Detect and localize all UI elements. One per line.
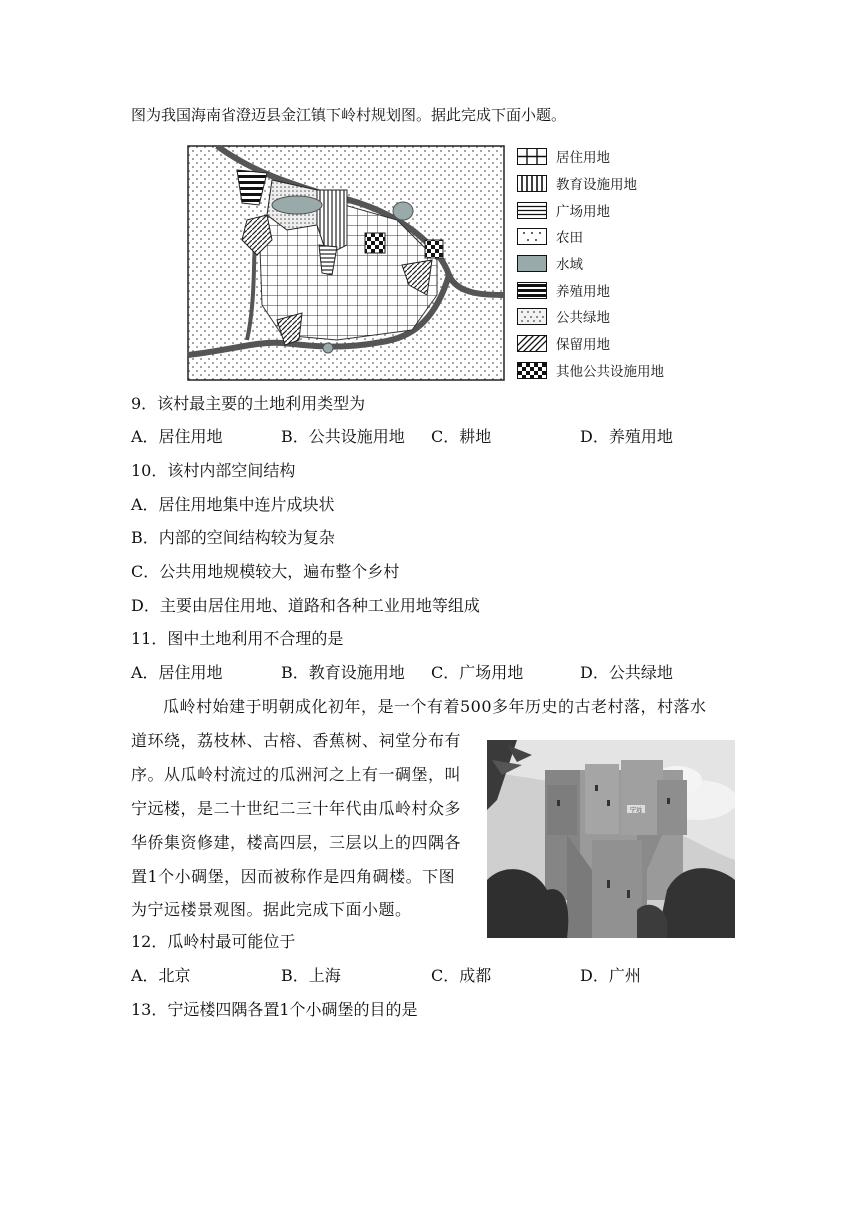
thick-stripes-pattern-icon [517,282,547,299]
legend-item [517,253,583,273]
question-10-stem: 10．该村内部空间结构 [131,461,296,480]
q11-option-a: A．居住用地 [131,663,223,682]
legend-label: 公共绿地 [556,310,610,326]
q10-option-a: A．居住用地集中连片成块状 [131,495,335,514]
passage-line: 为宁远楼景观图。据此完成下面小题。 [131,900,412,919]
q12-option-b: B．上海 [281,966,341,985]
checker-pattern-icon [517,362,547,379]
horizontal-lines-pattern-icon [517,202,547,219]
q9-option-c: C．耕地 [431,427,492,446]
legend-item [517,360,664,380]
q9-option-b: B．公共设施用地 [281,427,405,446]
ningyuan-tower-photo [487,740,735,938]
village-planning-map [187,145,505,381]
q12-option-a: A．北京 [131,966,191,985]
legend-label: 养殖用地 [556,284,610,300]
q11-option-c: C．广场用地 [431,663,524,682]
q10-option-d: D．主要由居住用地、道路和各种工业用地等组成 [131,596,480,615]
legend-label: 教育设施用地 [556,177,637,193]
tower-sign: 宁远 [629,807,643,814]
legend-item [517,173,637,193]
legend-item [517,306,610,326]
legend-label: 保留用地 [556,337,610,353]
legend-label: 广场用地 [556,204,610,220]
legend-label: 水域 [556,257,583,273]
passage-line: 华侨集资修建，楼高四层，三层以上的四隅各 [131,833,462,852]
passage-line: 道环绕，荔枝林、古榕、香蕉树、祠堂分布有 [131,731,462,750]
solid-gray-fill-icon [517,255,547,272]
q11-option-b: B．教育设施用地 [281,663,405,682]
legend-item [517,200,610,220]
passage-line: 瓜岭村始建于明朝成化初年，是一个有着500多年历史的古老村落，村落水 [163,697,707,716]
question-11-stem: 11．图中土地利用不合理的是 [131,629,344,648]
legend-item [517,146,610,166]
question-12-stem: 12．瓜岭村最可能位于 [131,932,296,951]
q11-option-d: D．公共绿地 [580,663,673,682]
q10-option-c: C．公共用地规模较大，遍布整个乡村 [131,562,400,581]
sparse-dots-pattern-icon [517,228,547,245]
passage-line: 宁远楼，是二十世纪二三十年代由瓜岭村众多 [131,799,462,818]
q10-option-b: B．内部的空间结构较为复杂 [131,528,335,547]
question-9-stem: 9．该村最主要的土地利用类型为 [131,394,366,413]
legend-label: 居住用地 [556,150,610,166]
legend-label: 农田 [556,230,583,246]
legend-label: 其他公共设施用地 [556,364,664,380]
intro-text: 图为我国海南省澄迈县金江镇下岭村规划图。据此完成下面小题。 [131,106,567,124]
legend-item [517,333,610,353]
q12-option-c: C．成都 [431,966,492,985]
legend-item [517,226,583,246]
vertical-lines-pattern-icon [517,175,547,192]
dense-dots-pattern-icon [517,308,547,325]
question-13-stem: 13．宁远楼四隅各置1个小碉堡的目的是 [131,1000,418,1019]
grid-pattern-icon [517,148,547,165]
q9-option-d: D．养殖用地 [580,427,673,446]
diagonal-hatch-pattern-icon [517,335,547,352]
q9-option-a: A．居住用地 [131,427,223,446]
q12-option-d: D．广州 [580,966,641,985]
passage-line: 置1个小碉堡，因而被称作是四角碉楼。下图 [131,867,456,886]
passage-line: 序。从瓜岭村流过的瓜洲河之上有一碉堡，叫 [131,765,462,784]
legend-item [517,280,610,300]
